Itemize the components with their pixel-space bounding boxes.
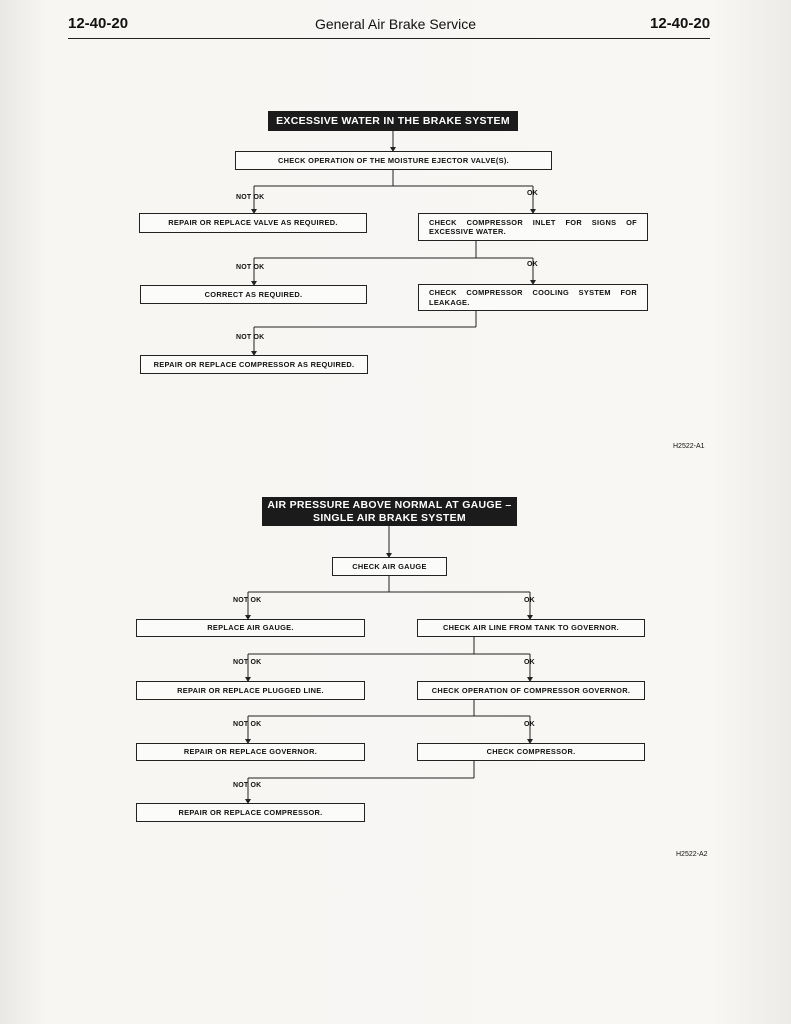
ok-label: OK <box>527 261 538 268</box>
not-ok-label: NOT OK <box>233 597 262 604</box>
figure-id: H2522-A1 <box>673 443 705 450</box>
not-ok-label: NOT OK <box>233 721 262 728</box>
check-moisture-ejector-box: CHECK OPERATION OF THE MOISTURE EJECTOR VALVE(S). <box>235 151 552 170</box>
not-ok-label: NOT OK <box>236 194 265 201</box>
check-compressor-box: CHECK COMPRESSOR. <box>417 743 645 761</box>
repair-compressor-box: REPAIR OR REPLACE COMPRESSOR. <box>136 803 365 822</box>
ok-label: OK <box>524 659 535 666</box>
chart1-title-text: EXCESSIVE WATER IN THE BRAKE SYSTEM <box>276 114 510 127</box>
check-compressor-inlet-box: CHECK COMPRESSOR INLET FOR SIGNS OF EXCESSIVE WATER. <box>418 213 648 241</box>
check-governor-box: CHECK OPERATION OF COMPRESSOR GOVERNOR. <box>417 681 645 700</box>
check-air-gauge-box: CHECK AIR GAUGE <box>332 557 447 576</box>
chart1-title <box>268 111 518 131</box>
correct-as-required-box: CORRECT AS REQUIRED. <box>140 285 367 304</box>
chart2-title-line1: AIR PRESSURE ABOVE NORMAL AT GAUGE – <box>267 498 512 511</box>
not-ok-label: NOT OK <box>236 264 265 271</box>
ok-label: OK <box>524 721 535 728</box>
replace-air-gauge-box: REPLACE AIR GAUGE. <box>136 619 365 637</box>
chart2-title <box>262 497 517 526</box>
check-cooling-system-box: CHECK COMPRESSOR COOLING SYSTEM FOR LEAKAGE. <box>418 284 648 311</box>
ok-label: OK <box>524 597 535 604</box>
repair-governor-box: REPAIR OR REPLACE GOVERNOR. <box>136 743 365 761</box>
chart2-title-line2: SINGLE AIR BRAKE SYSTEM <box>313 511 466 524</box>
figure-id: H2522-A2 <box>676 851 708 858</box>
page-number-right: 12-40-20 <box>650 15 711 32</box>
page-title: General Air Brake Service <box>314 16 477 32</box>
not-ok-label: NOT OK <box>233 782 262 789</box>
check-air-line-box: CHECK AIR LINE FROM TANK TO GOVERNOR. <box>417 619 645 637</box>
repair-plugged-line-box: REPAIR OR REPLACE PLUGGED LINE. <box>136 681 365 700</box>
repair-compressor-box: REPAIR OR REPLACE COMPRESSOR AS REQUIRED. <box>140 355 368 374</box>
not-ok-label: NOT OK <box>233 659 262 666</box>
repair-valve-box: REPAIR OR REPLACE VALVE AS REQUIRED. <box>139 213 367 233</box>
page-number-left: 12-40-20 <box>68 15 129 32</box>
ok-label: OK <box>527 190 538 197</box>
not-ok-label: NOT OK <box>236 334 265 341</box>
